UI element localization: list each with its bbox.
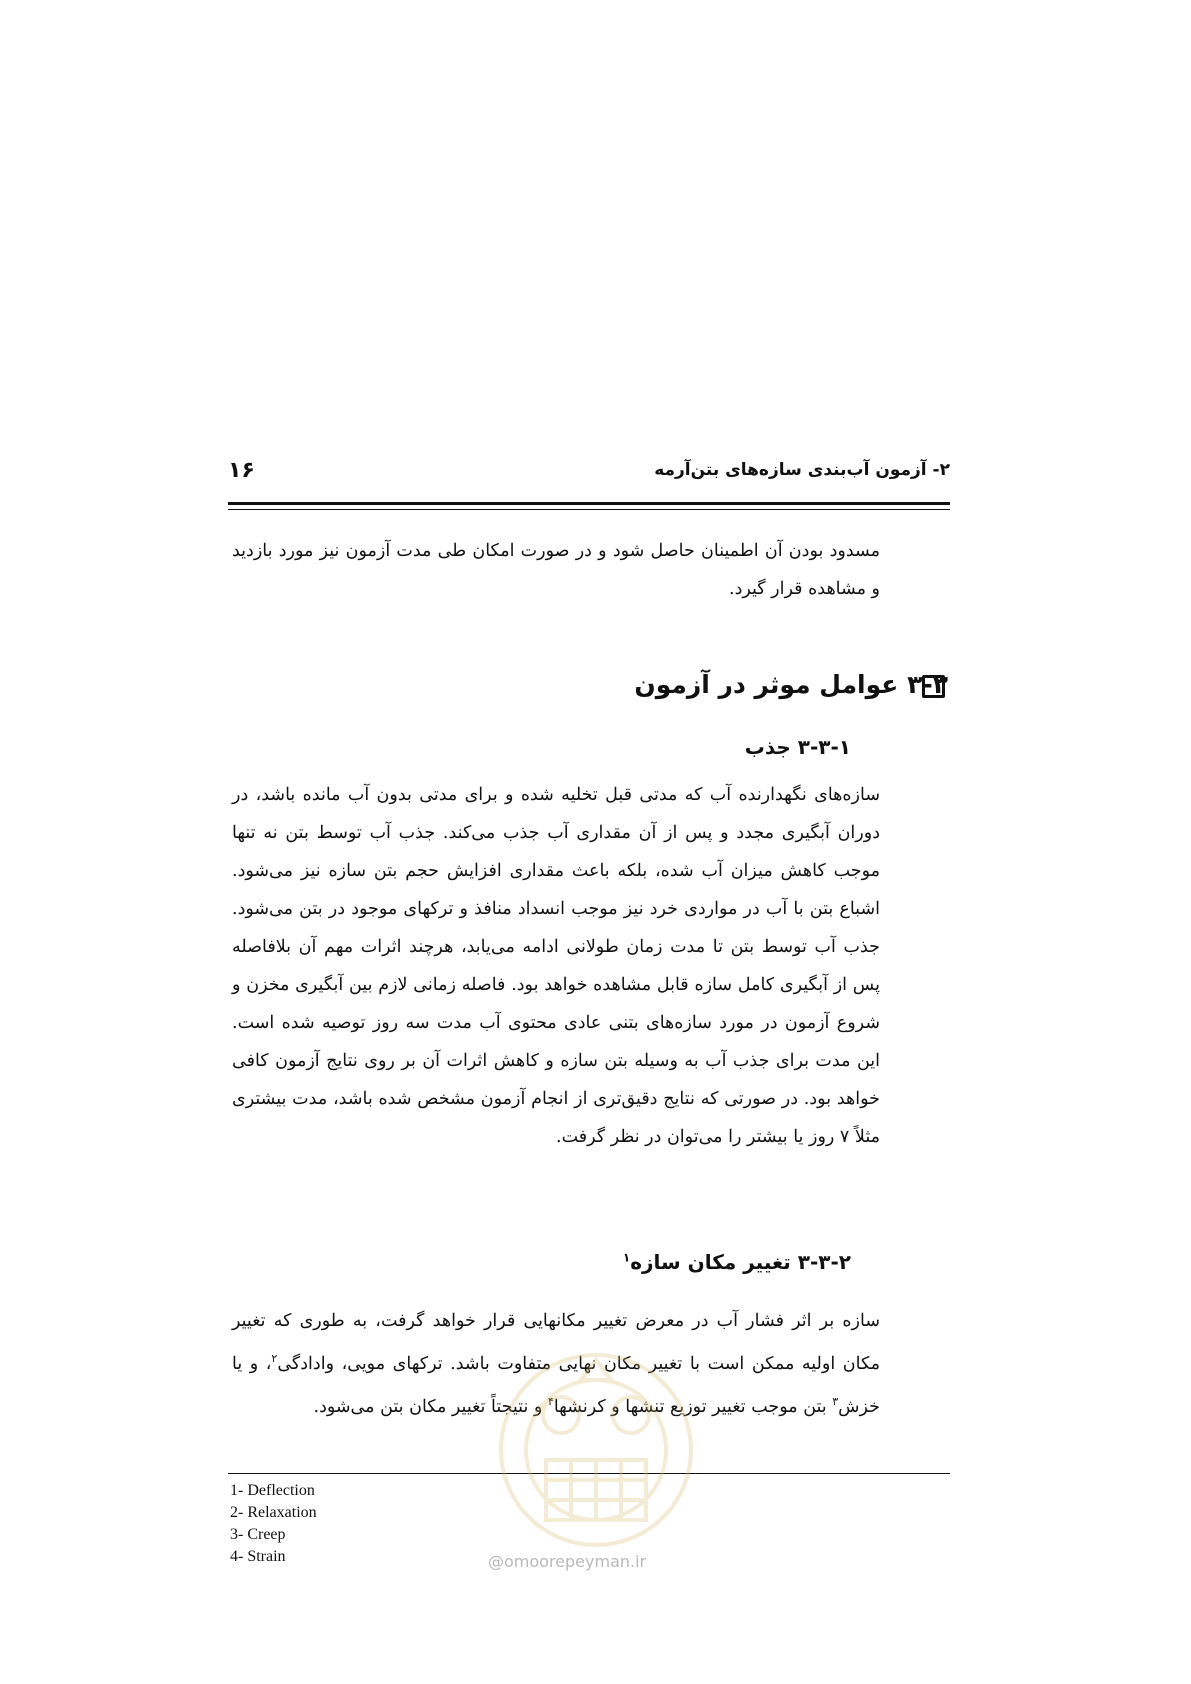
footnote-ref-3: ۳ bbox=[832, 1394, 839, 1408]
footnote-item: 2- Relaxation bbox=[230, 1504, 317, 1521]
displacement-text-2: ، و یا خزش bbox=[232, 1353, 880, 1417]
absorption-paragraph: سازه‌های نگهدارنده آب که مدتی قبل تخلیه شده و برای مدتی بدون آب مانده باشد، در دوران آبگیری مجدد و پس از آن مقداری آب جذب می‌کند. جذب آب توسط بتن نه تنها موجب کاهش میزان آب شده، بلکه باعث مقداری افزایش حجم بتن سازه نیز می‌شود. اشباع بتن با آب در مواردی خرد نیز موجب انسداد منافذ و ترکهای موجود در بتن می‌شود. جذب آب توسط بتن تا مدت زمان طولانی ادامه می‌یابد، هرچند اثرات مهم آن بلافاصله پس از آبگیری کامل سازه قابل مشاهده خواهد بود. فاصله زمانی لازم بین آبگیری مخزن و شروع آزمون در مورد سازه‌های بتنی عادی محتوی آب مدت سه روز توصیه شده است. این مدت برای جذب آب به وسیله بتن سازه و کاهش اثرات آن بر روی نتایج آزمون کافی خواهد بود. در صورتی که نتایج دقیق‌تری از انجام آزمون مشخص شده باشد، مدت بیشتری مثلاً ۷ روز یا بیشتر را می‌توان در نظر گرفت. bbox=[232, 785, 880, 1147]
header-rule-thick bbox=[228, 502, 950, 505]
displacement-text-4: و نتیجتاً تغییر مکان بتن می‌شود. bbox=[313, 1396, 548, 1417]
subsection-heading-displacement bbox=[623, 1250, 851, 1274]
displacement-text-1: سازه بر اثر فشار آب در معرض تغییر مکانهایی قرار خواهد گرفت، به طوری که تغییر مکان اولیه ممکن است با تغییر مکان نهایی متفاوت باشد. ترکهای مویی، وادادگی bbox=[232, 1311, 880, 1374]
watermark-seal-icon bbox=[476, 1340, 716, 1560]
subsection-heading-absorption: ۳-۳-۱ جذب bbox=[744, 735, 851, 759]
section-heading: ۳-۳ عوامل موثر در آزمون bbox=[634, 670, 948, 699]
page-header bbox=[228, 458, 950, 488]
footnote-item: 3- Creep bbox=[230, 1526, 286, 1543]
displacement-text-3: بتن موجب تغییر توزیع تنشها و کرنشها bbox=[553, 1396, 833, 1417]
watermark-text: @omoorepeyman.ir bbox=[488, 1552, 647, 1571]
footnote-ref-1: ۱ bbox=[622, 1250, 631, 1265]
page-number: ۱۶ bbox=[228, 458, 255, 483]
chapter-title: ۲- آزمون آب‌بندی سازه‌های بتن‌آرمه bbox=[654, 460, 950, 480]
header-rule-thin bbox=[228, 509, 950, 510]
footnote-item: 1- Deflection bbox=[230, 1482, 315, 1499]
footnote-item: 4- Strain bbox=[230, 1548, 286, 1565]
subsection-heading-text: ۳-۳-۲ تغییر مکان سازه bbox=[630, 1250, 851, 1274]
intro-paragraph: مسدود بودن آن اطمینان حاصل شود و در صورت امکان طی مدت آزمون نیز مورد بازدید و مشاهده قرار گیرد. bbox=[232, 541, 880, 599]
footnote-ref-2: ۲ bbox=[271, 1352, 278, 1365]
footnote-ref-4: ۴ bbox=[547, 1394, 554, 1408]
footnotes bbox=[230, 1480, 317, 1568]
